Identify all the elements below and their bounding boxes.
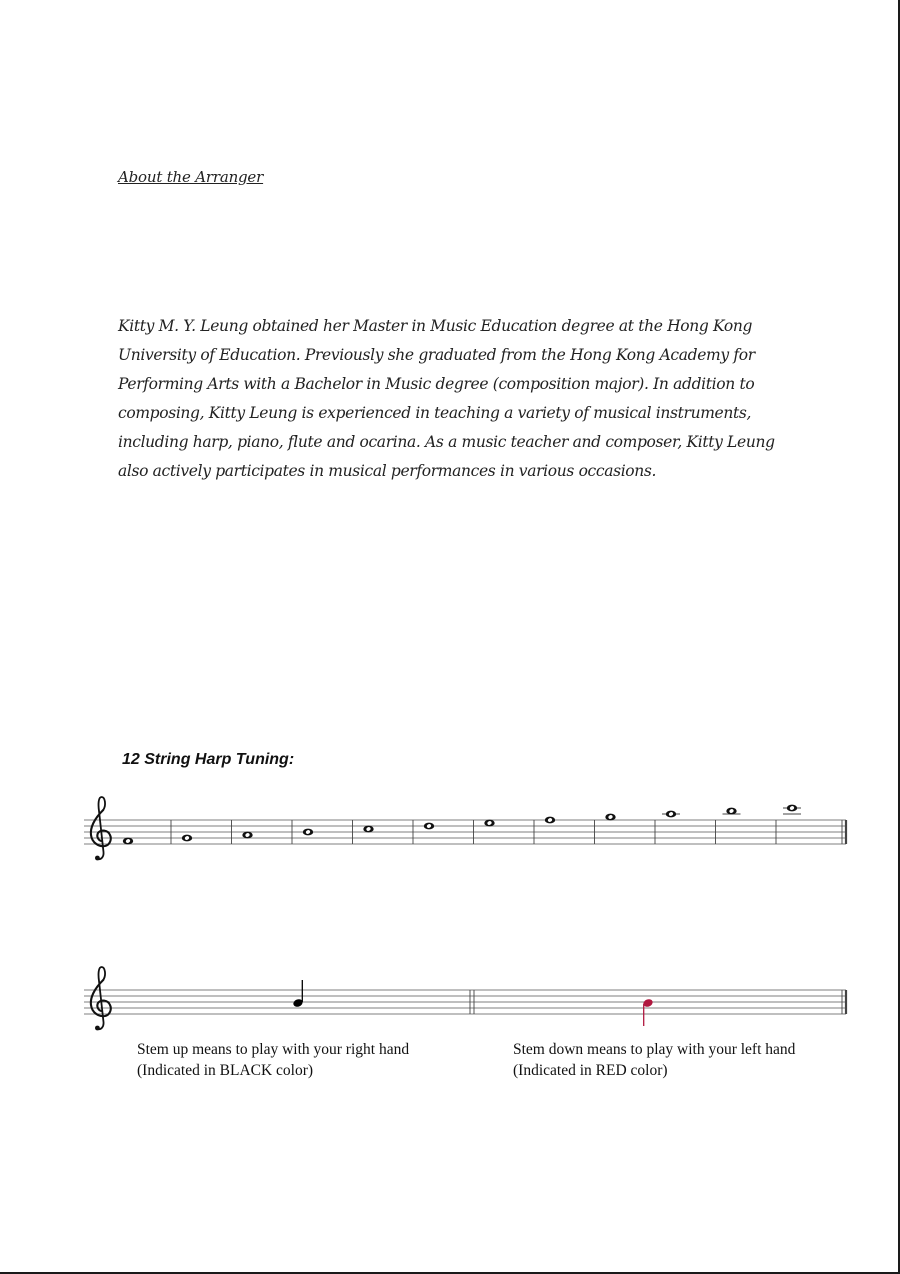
whole-note: [726, 808, 736, 815]
whole-note: [123, 838, 133, 845]
whole-note: [787, 805, 797, 812]
whole-note: [182, 835, 192, 842]
bio-line: including harp, piano, flute and ocarina. As a music teacher and composer, Kitty Leung: [118, 433, 775, 451]
treble-clef-icon: [91, 967, 111, 1030]
right-hand-caption-line2: (Indicated in BLACK color): [137, 1062, 314, 1079]
tuning-staff: [84, 797, 846, 860]
right-hand-caption: [137, 1039, 409, 1081]
left-hand-caption-line2: (Indicated in RED color): [513, 1062, 668, 1079]
whole-note: [242, 832, 252, 839]
bio-line: Kitty M. Y. Leung obtained her Master in Music Education degree at the Hong Kong: [118, 317, 753, 335]
left-hand-caption: [513, 1039, 795, 1081]
about-arranger-heading: About the Arranger: [118, 168, 264, 186]
right-hand-caption-line1: Stem up means to play with your right hand: [137, 1041, 410, 1058]
bio-line: also actively participates in musical performances in various occasions.: [118, 462, 657, 480]
left-hand-note: [642, 998, 654, 1026]
whole-note: [424, 823, 434, 830]
whole-note: [303, 829, 313, 836]
bio-line: University of Education. Previously she graduated from the Hong Kong Academy for: [118, 346, 755, 364]
whole-note: [363, 826, 373, 833]
treble-clef-icon: [91, 797, 111, 860]
whole-note: [666, 811, 676, 818]
tuning-title: 12 String Harp Tuning:: [122, 751, 295, 768]
bio-line: Performing Arts with a Bachelor in Music degree (composition major). In addition to: [118, 375, 755, 393]
right-hand-note: [292, 980, 304, 1008]
bio-line: composing, Kitty Leung is experienced in teaching a variety of musical instruments,: [118, 404, 752, 422]
whole-note: [484, 820, 494, 827]
hand-legend-staff: [84, 967, 846, 1030]
whole-note: [545, 817, 555, 824]
left-hand-caption-line1: Stem down means to play with your left hand: [513, 1041, 796, 1058]
whole-note: [605, 814, 615, 821]
